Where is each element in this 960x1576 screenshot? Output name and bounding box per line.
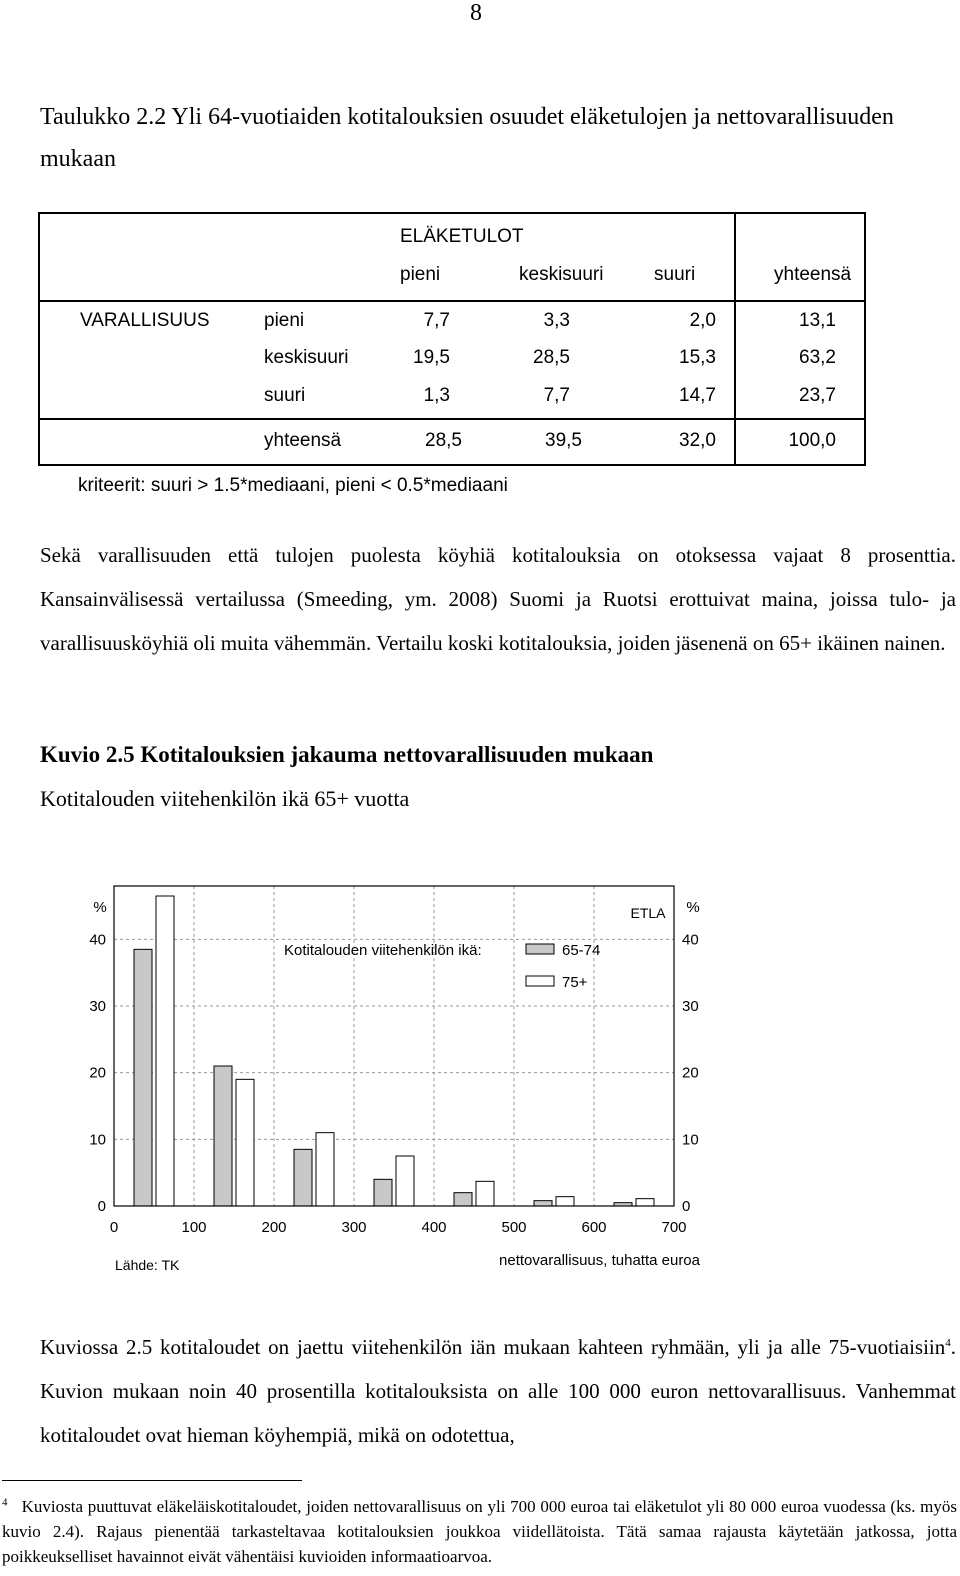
- bar-75-plus: [556, 1197, 574, 1206]
- table-divider-header: [40, 300, 864, 302]
- cell-value: 3,3: [543, 310, 570, 331]
- y-axis-label-right: %: [686, 899, 700, 916]
- table-divider-vertical: [734, 214, 736, 464]
- x-tick-label: 400: [421, 1219, 447, 1236]
- footnote: [2, 1494, 957, 1569]
- footnote-text: Kuviosta puuttuvat eläkeläiskotitaloudet, joiden nettovarallisuus on yli 700 000 euroa tai eläketulot yli 80 000 euroa vuodessa (ks. myös kuvio 2.4). Rajaus pienentää tarkasteltavaa kotitalouksien joukkoa viidellätoista. Tätä samaa rajausta käytetään jatkossa, jotta poikkeukselliset havainnot eivät vähentäisi kuvioiden informaatioarvoa.: [2, 1497, 958, 1566]
- col-header: keskisuuri: [519, 264, 604, 285]
- col-header: pieni: [400, 264, 441, 285]
- bar-65-74: [534, 1201, 552, 1206]
- table-criteria-note: kriteerit: suuri > 1.5*mediaani, pieni < 0.5*mediaani: [78, 475, 508, 496]
- paragraph-text: . Kuvion mukaan noin 40 prosentilla kotitalouksista on alle 100 000 euron nettovarallisuus. Vanhemmat kotitaloudet ovat hieman köyhempiä, mikä on odotettua,: [40, 1335, 956, 1447]
- y-tick-label-left: 20: [89, 1064, 106, 1082]
- y-tick-label-left: 0: [97, 1198, 106, 1215]
- legend-label: 65-74: [562, 942, 601, 959]
- y-tick-label-left: 40: [89, 931, 106, 949]
- row-group-label: VARALLISUUS: [80, 310, 210, 331]
- data-table: [38, 212, 866, 466]
- bar-75-plus: [476, 1181, 494, 1206]
- legend-swatch-65-74: [526, 944, 554, 954]
- body-paragraph-2: [40, 1325, 956, 1457]
- cell-value: 15,3: [679, 347, 716, 368]
- cell-total: 13,1: [799, 310, 836, 331]
- cell-total: 23,7: [799, 385, 836, 406]
- x-axis-label: nettovarallisuus, tuhatta euroa: [499, 1252, 700, 1269]
- cell-value: 7,7: [423, 310, 450, 331]
- bar-75-plus: [236, 1079, 254, 1206]
- footnote-rule: [2, 1480, 302, 1481]
- total-row-label: yhteensä: [264, 430, 342, 451]
- x-tick-label: 100: [181, 1219, 207, 1236]
- bar-75-plus: [396, 1156, 414, 1206]
- brand-label: ETLA: [630, 905, 666, 921]
- total-header: yhteensä: [774, 264, 852, 285]
- bar-75-plus: [636, 1199, 654, 1206]
- bar-65-74: [374, 1179, 392, 1206]
- cell-value: 7,7: [543, 385, 570, 406]
- bar-75-plus: [316, 1133, 334, 1206]
- cell-value: 14,7: [679, 385, 716, 406]
- y-tick-label-left: 30: [89, 998, 106, 1015]
- x-tick-label: 700: [661, 1219, 687, 1236]
- paragraph-text: Kuviossa 2.5 kotitaloudet on jaettu viitehenkilön iän mukaan kahteen ryhmään, yli ja alle 75-vuotiaisiin: [40, 1335, 946, 1359]
- cell-value: 28,5: [533, 347, 570, 368]
- total-value: 32,0: [679, 430, 716, 451]
- total-value: 28,5: [425, 430, 462, 451]
- cell-value: 1,3: [423, 385, 450, 406]
- bar-65-74: [454, 1193, 472, 1206]
- bar-chart: [60, 880, 720, 1290]
- row-label: keskisuuri: [264, 347, 349, 368]
- y-tick-label-left: 10: [89, 1131, 106, 1149]
- bar-75-plus: [156, 896, 174, 1206]
- bar-65-74: [134, 949, 152, 1206]
- page-number: 8: [470, 0, 482, 26]
- x-tick-label: 600: [581, 1219, 607, 1236]
- footnote-reference: 4: [945, 1337, 951, 1349]
- bar-65-74: [294, 1149, 312, 1206]
- col-header: suuri: [654, 264, 696, 285]
- grand-total: 100,0: [788, 430, 836, 451]
- plot-frame: [114, 886, 674, 1206]
- source-label: Lähde: TK: [115, 1257, 180, 1273]
- chart-tick-labels: [89, 931, 698, 1236]
- y-tick-label-right: 20: [682, 1064, 699, 1082]
- figure-subtitle: Kotitalouden viitehenkilön ikä 65+ vuotta: [40, 786, 410, 811]
- row-label: pieni: [264, 310, 305, 331]
- total-value: 39,5: [545, 430, 582, 451]
- y-axis-label-left: %: [93, 899, 107, 916]
- y-tick-label-right: 30: [682, 998, 699, 1015]
- cell-total: 63,2: [799, 347, 836, 368]
- col-group-label: ELÄKETULOT: [400, 226, 524, 247]
- table-divider-total: [40, 418, 864, 420]
- x-tick-label: 200: [261, 1219, 287, 1236]
- row-label: suuri: [264, 385, 306, 406]
- cell-value: 19,5: [413, 347, 450, 368]
- body-paragraph: Sekä varallisuuden että tulojen puolesta köyhiä kotitalouksia on otoksessa vajaat 8 prosenttia. Kansainvälisessä vertailussa (Smeeding, ym. 2008) Suomi ja Ruotsi erottuivat maina, joissa tulo- ja varallisuusköyhiä oli muita vähemmän. Vertailu koski kotitalouksia, joiden jäsenenä on 65+ ikäinen nainen.: [40, 543, 956, 655]
- y-tick-label-right: 0: [682, 1198, 691, 1215]
- bar-65-74: [214, 1066, 232, 1206]
- chart-grid: [114, 886, 674, 1206]
- x-tick-label: 500: [501, 1219, 527, 1236]
- legend-swatch-75-plus: [526, 976, 554, 986]
- x-tick-label: 300: [341, 1219, 367, 1236]
- figure-title: Kuvio 2.5 Kotitalouksien jakauma nettovarallisuuden mukaan: [40, 742, 654, 767]
- table-caption: Taulukko 2.2 Yli 64-vuotiaiden kotitalouksien osuudet eläketulojen ja nettovarallisuuden mukaan: [40, 104, 894, 172]
- y-tick-label-right: 10: [682, 1131, 699, 1149]
- y-tick-label-right: 40: [682, 931, 699, 949]
- legend-label: 75+: [562, 974, 588, 991]
- legend-title: Kotitalouden viitehenkilön ikä:: [284, 942, 482, 959]
- x-tick-label: 0: [109, 1219, 119, 1236]
- footnote-marker: 4: [2, 1496, 8, 1509]
- cell-value: 2,0: [689, 310, 716, 331]
